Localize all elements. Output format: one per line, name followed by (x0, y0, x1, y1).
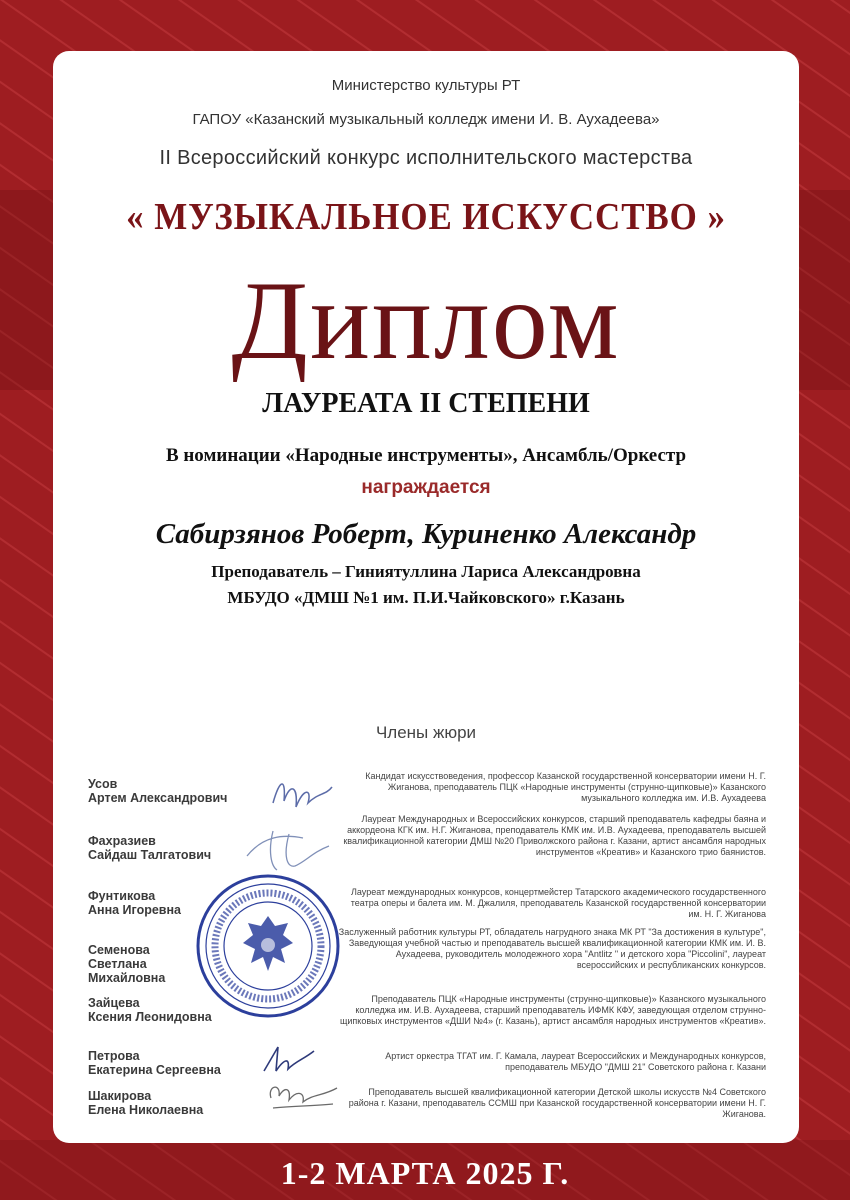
ministry-text: Министерство культуры РТ (331, 77, 521, 94)
jury-member-name: Фахразиев Сайдаш Талгатович (88, 834, 212, 862)
jury-member-desc: Кандидат искусствоведения, профессор Казанской государственной консерватории имени Н. Г. Жиганова, преподаватель ПЦК «Народные инструменты (струнно-щипковые)» Казанского музыкального колледжа им. И.В. Аухадеева (365, 771, 766, 803)
contest-title: « МУЗЫКАЛЬНОЕ ИСКУССТВО » (126, 196, 726, 238)
jury-member-desc: Преподаватель ПЦК «Народные инструменты (струнно-щипковые)» Казанского музыкального колледжа им. И.В. Аухадеева, старший преподаватель ИФМК КФУ, заведующая отделом струнно-щипковых инструментов «ДШИ №4» (г. Казань), артист ансамбля народных инструментов «Креатив». (339, 994, 766, 1026)
jury-member-name: Фунтикова Анна Игоревна (88, 889, 181, 917)
signature (243, 826, 333, 876)
event-dates: 1-2 МАРТА 2025 Г. (280, 1155, 570, 1191)
signature (268, 773, 338, 819)
laureate-degree: ЛАУРЕАТА II СТЕПЕНИ (262, 388, 590, 419)
signature (258, 1041, 318, 1081)
jury-member-name: Петрова Екатерина Сергеевна (88, 1049, 221, 1077)
jury-member-desc: Заслуженный работник культуры РТ, обладатель нагрудного знака МК РТ "За достижения в культуре", Заведующая учебной частью и преподаватель высшей квалификационной категории КМК им. И. В. Аухадеева, руководитель молодежного хора "Antlitz " и детского хора "Piccolini", лауреат всероссийских и республиканских конкурсов. (338, 927, 766, 970)
college-text: ГАПОУ «Казанский музыкальный колледж имени И. В. Аухадеева» (192, 111, 660, 128)
awarded-text: награждается (361, 477, 491, 498)
jury-member-desc: Артист оркестра ТГАТ им. Г. Камала, лауреат Всероссийских и Международных конкурсов, преподаватель МБУДО "ДМШ 21" Советского района г. Казани (385, 1051, 766, 1072)
jury-title: Члены жюри (375, 723, 477, 742)
diploma-word: Диплом (231, 259, 621, 383)
nomination-text: В номинации «Народные инструменты», Ансамбль/Оркестр (165, 445, 687, 466)
jury-member-name: Шакирова Елена Николаевна (88, 1089, 204, 1117)
jury-member-desc: Лауреат международных конкурсов, концертмейстер Татарского академического государственного театра оперы и балета им. М. Джалиля, преподаватель Казанской государственной консерватории им. Н. Г. Жиганова (350, 887, 766, 919)
awardee-names: Сабирзянов Роберт, Куриненко Александр (155, 518, 697, 550)
jury-member-name: Зайцева Ксения Леонидовна (88, 996, 212, 1024)
teacher-text: Преподаватель – Гиниятуллина Лариса Александровна (211, 562, 641, 581)
jury-member-desc: Преподаватель высшей квалификационной категории Детской школы искусств №4 Советского района г. Казани, преподаватель ССМШ при Казанской государственной консерватории имени Н. Г. Жиганова. (348, 1087, 766, 1119)
jury-member-name: Семенова Светлана Михайловна (88, 943, 166, 985)
diploma-card (53, 51, 799, 1143)
jury-member-desc: Лауреат Международных и Всероссийских конкурсов, старший преподаватель кафедры баяна и аккордеона КГК им. Н.Г. Жиганова, преподаватель КМК им. И.В. Аухадеева, преподаватель высшей квалификационной категории ДМШ №20 Приволжского района г. Казани, артист ансамбля народных инструментов «Креатив» и Казанского трио баянистов. (343, 814, 766, 857)
signature (263, 1076, 343, 1116)
school-text: МБУДО «ДМШ №1 им. П.И.Чайковского» г.Казань (227, 588, 625, 607)
official-stamp (193, 871, 343, 1021)
contest-text: II Всероссийский конкурс исполнительского мастерства (159, 147, 693, 169)
jury-member-name: Усов Артем Александрович (88, 777, 228, 805)
